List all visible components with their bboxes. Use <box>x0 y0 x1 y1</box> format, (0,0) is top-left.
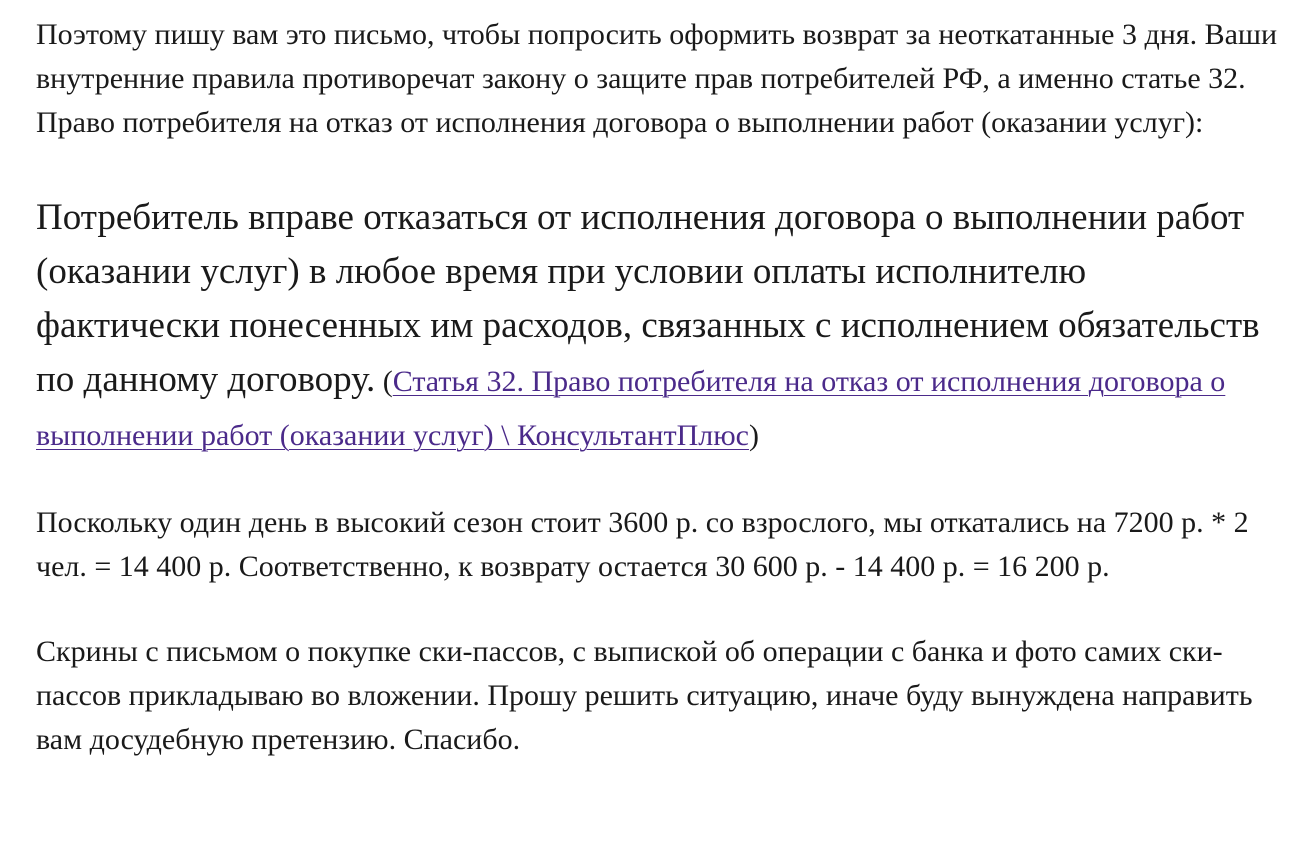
source-open-paren: ( <box>375 365 393 398</box>
closing-paragraph: Скрины с письмом о покупке ски-пассов, с выпиской об операции с банка и фото самих ски-пассов прикладываю во вложении. Прошу решить ситуацию, иначе буду вынуждена направить вам досудебную претензию. Спасибо. <box>36 635 1253 756</box>
source-close-paren: ) <box>748 419 759 452</box>
calculation-paragraph: Поскольку один день в высокий сезон стоит 3600 р. со взрослого, мы откатались на 7200 р. * 2 чел. = 14 400 р. Соответственно, к возврату остается 30 600 р. - 14 400 р. = 16 200 р. <box>36 506 1249 583</box>
consultant-plus-link[interactable]: Статья 32. Право потребителя на отказ от исполнения договора о выполнении работ (оказании услуг) \ КонсультантПлюс <box>36 365 1226 452</box>
law-quote-text: Потребитель вправе отказаться от исполнения договора о выполнении работ (оказании услуг) в любое время при условии оплаты исполнителю фактически понесенных им расходов, связанных с исполнением обязательств по данному договору. <box>36 197 1260 400</box>
law-quote <box>36 191 1278 461</box>
intro-paragraph: Поэтому пишу вам это письмо, чтобы попросить оформить возврат за неоткатанные 3 дня. Ваши внутренние правила противоречат закону о защите прав потребителей РФ, а именно статье 32. Право потребителя на отказ от исполнения договора о выполнении работ (оказании услуг): <box>36 18 1278 139</box>
